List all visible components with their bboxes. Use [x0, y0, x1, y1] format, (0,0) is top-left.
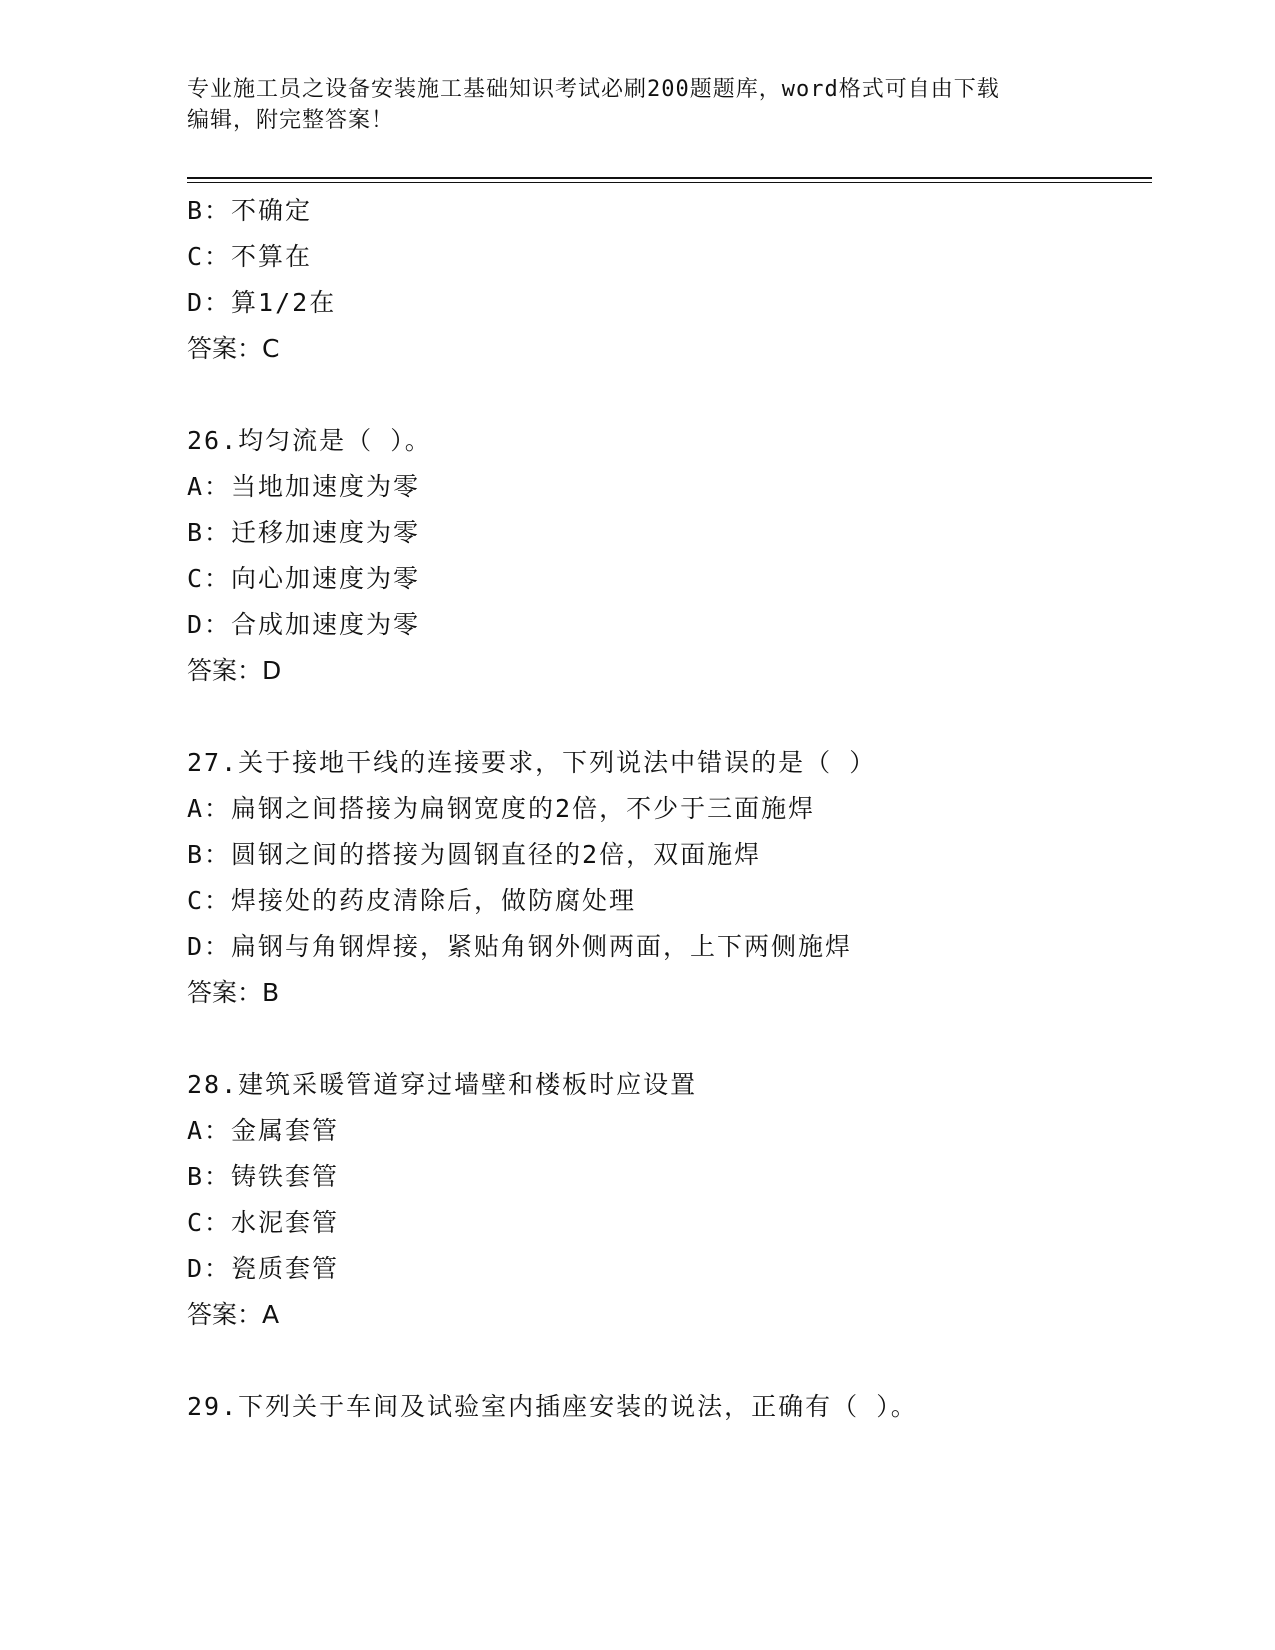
spacer: [187, 694, 1152, 740]
header-divider-thick: [187, 177, 1152, 179]
question-list: [187, 188, 1152, 1430]
spacer: [187, 1338, 1152, 1384]
option-a: A：扁钢之间搭接为扁钢宽度的2倍，不少于三面施焊: [187, 794, 816, 823]
question-27: [187, 740, 1152, 1016]
spacer: [187, 372, 1152, 418]
option-b: B：圆钢之间的搭接为圆钢直径的2倍，双面施焊: [187, 840, 762, 869]
question-29: [187, 1384, 1152, 1430]
answer-line: 答案：B: [187, 978, 280, 1007]
question-stem: 28.建筑采暖管道穿过墙壁和楼板时应设置: [187, 1070, 698, 1099]
header-divider-thin: [187, 182, 1152, 183]
option-c: C：不算在: [187, 242, 313, 271]
option-d: D：瓷质套管: [187, 1254, 340, 1283]
header-line-1: 专业施工员之设备安装施工基础知识考试必刷200题题库，word格式可自由下载: [187, 77, 1000, 102]
document-header: [187, 74, 1067, 136]
question-28: [187, 1062, 1152, 1338]
question-26: [187, 418, 1152, 694]
option-b: B：铸铁套管: [187, 1162, 340, 1191]
option-c: C：水泥套管: [187, 1208, 340, 1237]
answer-line: 答案：A: [187, 1300, 280, 1329]
question-stem: 29.下列关于车间及试验室内插座安装的说法，正确有（ ）。: [187, 1392, 918, 1421]
option-d: D：合成加速度为零: [187, 610, 421, 639]
question-stem: 27.关于接地干线的连接要求，下列说法中错误的是（ ）: [187, 748, 877, 777]
option-a: A：金属套管: [187, 1116, 340, 1145]
spacer: [187, 1016, 1152, 1062]
option-b: B：不确定: [187, 196, 313, 225]
answer-line: 答案：D: [187, 656, 282, 685]
option-c: C：向心加速度为零: [187, 564, 421, 593]
option-c: C：焊接处的药皮清除后，做防腐处理: [187, 886, 637, 915]
option-a: A：当地加速度为零: [187, 472, 421, 501]
option-b: B：迁移加速度为零: [187, 518, 421, 547]
option-d: D：扁钢与角钢焊接，紧贴角钢外侧两面，上下两侧施焊: [187, 932, 853, 961]
header-line-2: 编辑，附完整答案！: [187, 108, 395, 133]
answer-line: 答案：C: [187, 334, 280, 363]
option-d: D：算1/2在: [187, 288, 337, 317]
question-stem: 26.均匀流是（ ）。: [187, 426, 432, 455]
question-25-tail: [187, 188, 1152, 372]
